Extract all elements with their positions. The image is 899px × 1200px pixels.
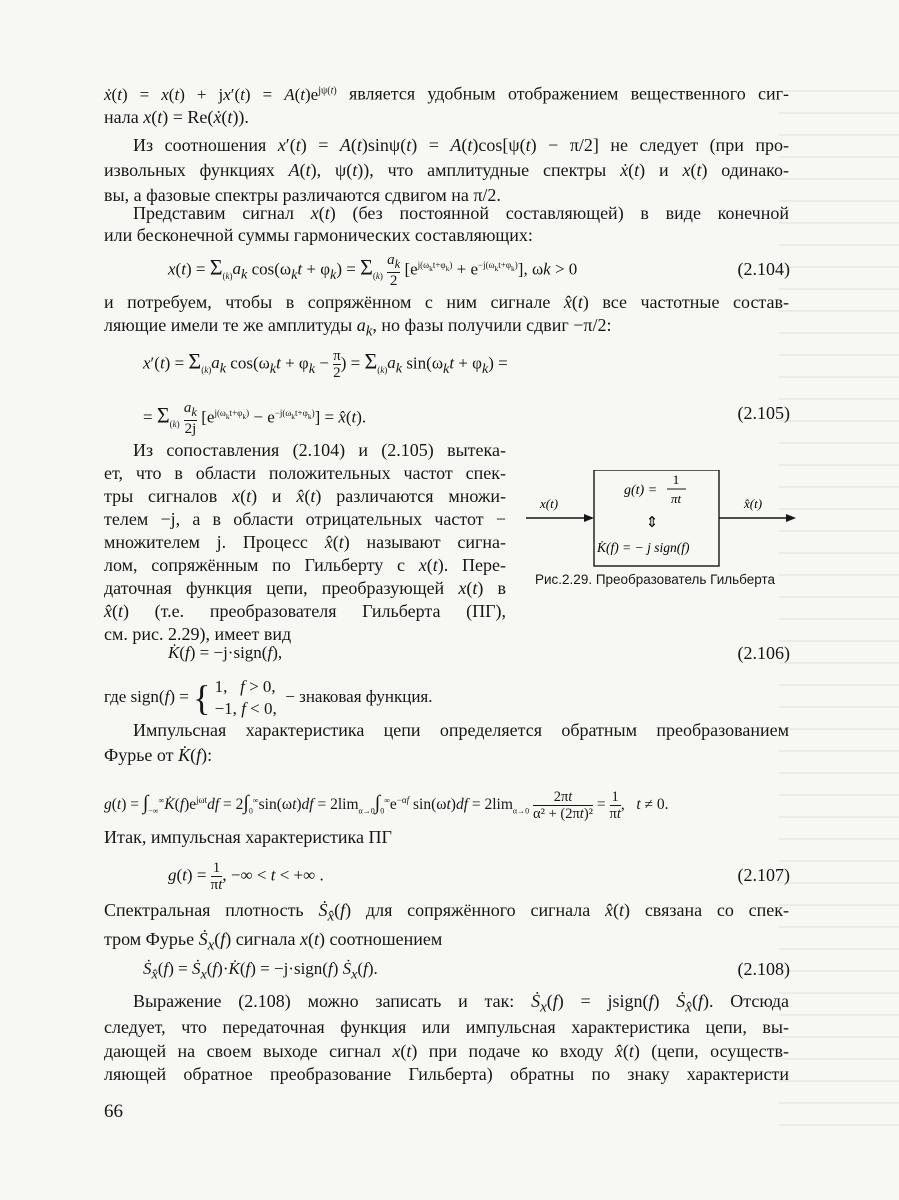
text-line: Итак, импульсная характеристика ПГ <box>104 827 392 847</box>
equation-number: (2.108) <box>737 959 790 979</box>
text-line: ляющей обратное преобразование Гильберта) обратны по знаку характеристи <box>104 1064 789 1084</box>
equation-number: (2.106) <box>737 643 790 663</box>
fraction-denominator: πt <box>670 491 682 506</box>
text-line: Представим сигнал x(t) (без постоянной составляющей) в виде конечной <box>133 203 789 223</box>
text-line: и потребуем, чтобы в сопряжённом с ним сигнале x̂(t) все частотные состав- <box>104 292 789 312</box>
text-line: Фурье от K̇(f): <box>104 745 213 765</box>
transfer-function-label: K̇(f) = − j sign(f) <box>597 540 690 555</box>
text-line: или бесконечной суммы гармонических составляющих: <box>104 225 533 245</box>
input-arrowhead <box>584 514 594 522</box>
text-line: даточная функция цепи, преобразующей x(t) в <box>104 578 506 598</box>
equation-2-106: K̇(f) = −j·sign(f), <box>168 643 283 662</box>
text-line: извольных функциях A(t), ψ(t)), что амплитудные спектры ẋ(t) и x(t) одинако- <box>104 160 790 180</box>
text-line: Импульсная характеристика цепи определяется обратным преобразованием <box>133 720 789 740</box>
impulse-response-derivation: $g(t) = \int_{-\infty}^\infty K̇(f)e^{j\omega t}df = 2\int_0^\infty\sin(\omega t)df = 2\lim_{\alpha\to 0}\int_0^\infty e^{-\alpha f}$ $\sin(\omega t)df = 2\lim_{\alpha\to 0}$ 2πt α² + (2πt)² = 1 πt , t ≠ 0. <box>104 789 669 823</box>
text-line: ет, что в области положительных частот спек- <box>104 463 506 483</box>
text-line: вы, а фазовые спектры различаются сдвигом на π/2. <box>104 185 501 205</box>
text-line: Из соотношения x′(t) = A(t)sinψ(t) = A(t)cos[ψ(t) − π/2] не следует (при про- <box>133 135 789 155</box>
text-line: множителем j. Процесс x̂(t) называют сигна- <box>104 532 506 552</box>
text-line: Спектральная плотность Ṡ$_{x̂}$(f) для сопряжённого сигнала x̂(t) связана со спек- <box>104 900 789 925</box>
text-line: Выражение (2.108) можно записать и так: Ṡ$_x$(f) = jsign(f) Ṡ$_{x̂}$(f). Отсюда <box>133 991 789 1016</box>
impulse-response-label: g(t) = <box>624 483 658 498</box>
equation-number: (2.105) <box>737 403 790 423</box>
text-line: нала x(t) = Re(ẋ(t)). <box>104 107 249 127</box>
equation-2-107: g(t) = 1 πt , −∞ < t < +∞ . <box>168 860 324 893</box>
text-line: ẋ(t) = $x(t) + jx'(t) = A(t)e^{j\psi(t)}$ является удобным отображением вещественного сиг- <box>104 83 789 104</box>
sign-function-definition: где sign(f) = { 1, f > 0, −1, f < 0, − знаковая функция. <box>104 677 433 718</box>
double-arrow-icon: ⇕ <box>645 513 659 531</box>
fraction-numerator: 1 <box>672 472 680 487</box>
show-through-texture <box>779 90 899 1140</box>
equation-number: (2.107) <box>737 865 790 885</box>
equation-2-104: $x(t) = \Sigma_{(k)}a_k$ $\cos(\omega_kt + \varphi_k) = \Sigma_{(k)} \frac{a_k}{2}$ $[e^{j(\omega_kt+\varphi_k)} + e^{-j(\omega_kt+\varphi_k)}]$, ωk > 0 <box>168 252 578 289</box>
text-line: ляющие имели те же амплитуды $a_k$, но фазы получили сдвиг −π/2: <box>104 315 612 340</box>
equation-number: (2.104) <box>737 259 790 279</box>
text-line: лом, сопряжённым по Гильберту с x(t). Пере- <box>104 555 507 575</box>
text-line: дающей на своем выходе сигнал x(t) при подаче ко входу x̂(t) (цепи, осуществ- <box>104 1041 789 1061</box>
output-arrowhead <box>786 514 796 522</box>
equation-2-108: Ṡ$_{x̂}$(f) = Ṡ$_x$(f)·K̇(f) = −j·sign(f) Ṡ$_x$(f). <box>143 959 378 983</box>
text-line: тры сигналов x(t) и x̂(t) различаются множи- <box>104 486 506 506</box>
text-line: x̂(t) (т.е. преобразователя Гильберта (ПГ), <box>104 601 506 621</box>
input-label: x(t) <box>540 496 559 511</box>
figure-caption: Рис.2.29. Преобразователь Гильберта <box>535 572 776 587</box>
equation-2-105-line1: $x'(t) = \Sigma_{(k)}a_k$ $\cos(\omega_kt + \varphi_k - \pi$ 2 ) = $\Sigma_{(k)}a_k$ $\sin(\omega_kt + \varphi_k)$ = <box>143 348 508 381</box>
equation-2-105-line2: = $\Sigma_{(k)} \frac{a_k}{2j}$ $[e^{j(\omega_kt+\varphi_k)} - e^{-j(\omega_kt+\varphi_k)}]$ = x̂(t). <box>143 400 367 437</box>
hilbert-converter-diagram <box>526 470 796 580</box>
output-label: x̂(t) <box>744 496 763 511</box>
text-line: телем −j, а в области отрицательных частот − <box>104 509 506 529</box>
page-number: 66 <box>104 1101 123 1122</box>
text-line: см. рис. 2.29), имеет вид <box>104 624 292 644</box>
text-line: следует, что передаточная функция или импульсная характеристика цепи, вы- <box>104 1017 789 1037</box>
text-line: тром Фурье Ṡ$_x$(f) сигнала x(t) соотношением <box>104 929 443 954</box>
text-line: Из сопоставления (2.104) и (2.105) вытека- <box>133 440 506 460</box>
